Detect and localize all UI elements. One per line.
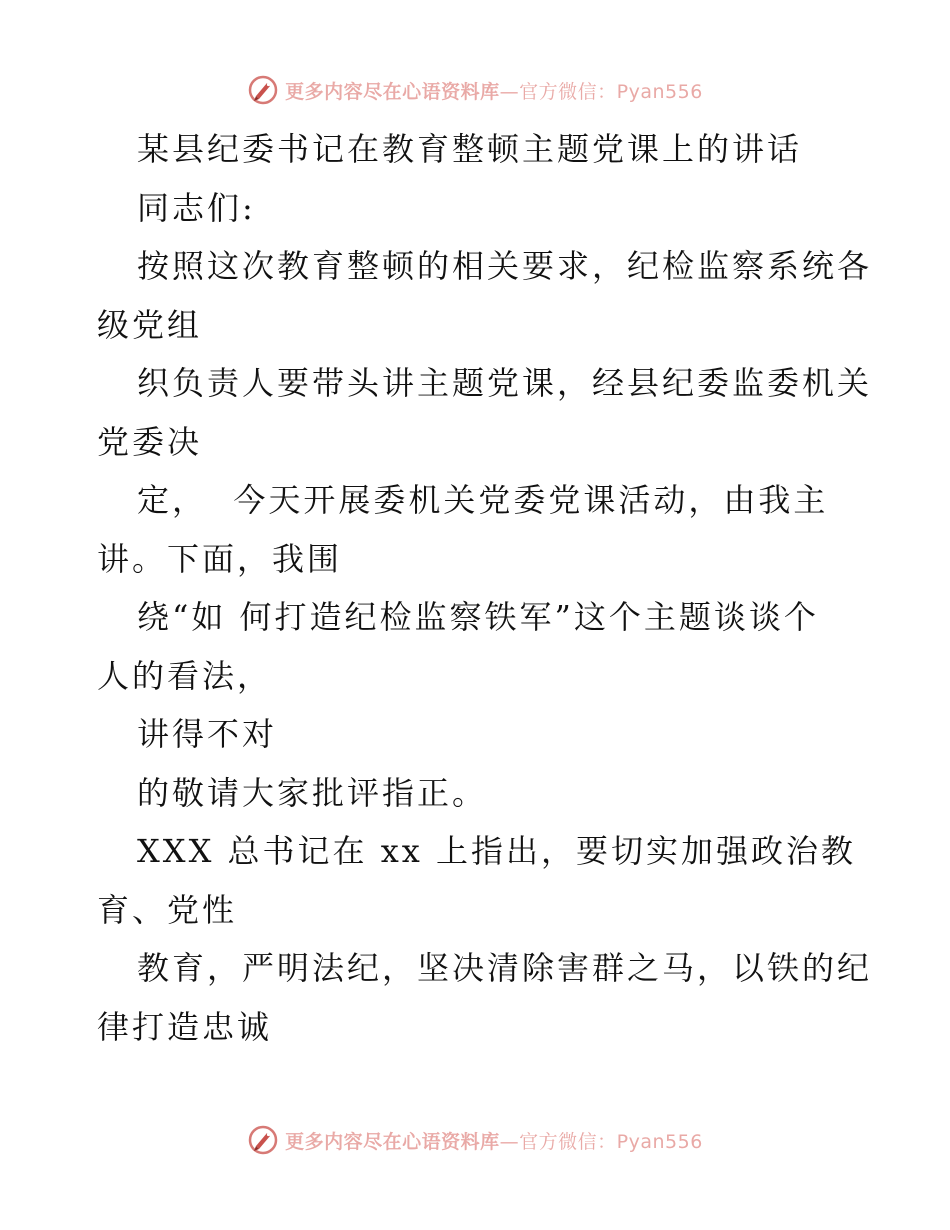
paragraph-line: 织负责人要带头讲主题党课，经县纪委监委机关 [137, 364, 873, 402]
pen-logo-icon [247, 74, 279, 106]
paragraph-line: 育、党性 [97, 890, 238, 929]
document-title: 某县纪委书记在教育整顿主题党课上的讲话 [137, 130, 803, 168]
paragraph-line: 级党组 [97, 305, 203, 344]
document-body [97, 120, 873, 1056]
footer-banner-contact-text: —官方微信：Pyan556 [499, 1130, 703, 1153]
paragraph-line: 的敬请大家批评指正。 [137, 773, 488, 812]
paragraph-line: 教育，严明法纪，坚决清除害群之马，以铁的纪 [137, 949, 873, 987]
footer-watermark-banner [0, 1120, 950, 1160]
paragraph-line: 同志们: [137, 188, 256, 227]
paragraph-line: 绕“如 何打造纪检监察铁军”这个主题谈谈个 [137, 598, 819, 636]
paragraph-line: 定， 今天开展委机关党委党课活动，由我主 [137, 481, 829, 519]
paragraph-line: XXX 总书记在 xx 上指出，要切实加强政治教 [137, 832, 856, 870]
header-banner-contact-text: —官方微信：Pyan556 [499, 80, 703, 103]
paragraph-line: 律打造忠诚 [97, 1007, 273, 1046]
paragraph-line: 人的看法， [97, 656, 273, 695]
pen-logo-icon [247, 1124, 279, 1156]
paragraph-line: 按照这次教育整顿的相关要求，纪检监察系统各 [137, 247, 873, 285]
paragraph-line: 讲得不对 [137, 715, 278, 753]
footer-banner-main-text: 更多内容尽在心语资料库 [285, 1130, 500, 1153]
paragraph-line: 党委决 [97, 422, 203, 461]
header-banner-main-text: 更多内容尽在心语资料库 [285, 80, 500, 103]
paragraph-line: 讲。下面，我围 [97, 539, 343, 578]
header-watermark-banner [0, 70, 950, 110]
